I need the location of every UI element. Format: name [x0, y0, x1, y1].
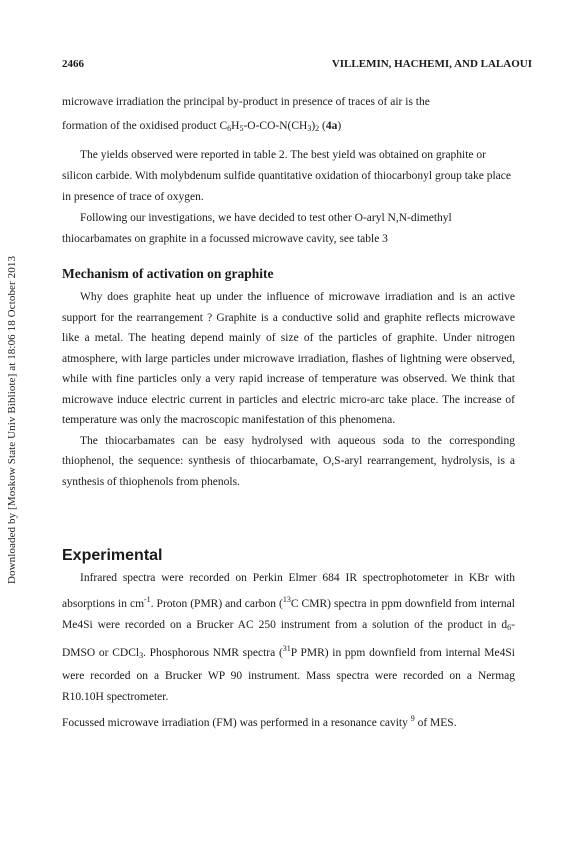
paragraph-instruments: Infrared spectra were recorded on Perkin Elmer 684 IR spectrophotometer in KBr with absorptions in $cm^{-1}$. Proton (PMR) and carbon ($^{13}$C CMR) spectra in ppm downfield from internal Me4Si were recorded on a Brucker AC 250 instrument from a solution of the product in $d_6$-DMSO or CDCl$_3$. Phosphorous NMR spectra ($^{31}$P PMR) in ppm downfield from internal Me4Si were recorded on a Brucker WP 90 instrument. Mass spectra were recorded on a Nermag R10.10H spectrometer. [62, 572, 515, 703]
section-heading-experimental: Experimental [62, 547, 163, 564]
paragraph-yields: The yields observed were reported in table 2. The best yield was obtained on graphite or silicon carbide. With molybdenum sulfide quantitative oxidation of thiocarbonyl group take place in presence of trace of oxygen. [62, 149, 511, 203]
intro-block [62, 90, 515, 141]
download-watermark [4, 230, 20, 610]
section-heading-mechanism: Mechanism of activation on graphite [62, 266, 274, 281]
yields-block [62, 145, 515, 250]
page-number: 2466 [62, 58, 84, 70]
paragraph-mechanism-1: Why does graphite heat up under the influence of microwave irradiation and is an active support for the rearrangement ? Graphite is a conductive solid and graphite reflects microwave like a metal. The heating depend mainly of size of the particles of graphite. Under nitrogen atmosphere, with large particles under microwave irradiation, flashes of lightning were observed, while with fine particles only a very rapid increase of temperature was observed. We think that microwave induce electric current in particles and electric micro-arc take place. The increase of temperature was only the macroscopic manifestation of this phenomena. [62, 291, 515, 426]
intro-line-2: formation of the oxidised product $C_6H_5-O-CO-N(CH_3)_2$ (4a) [62, 120, 342, 133]
paragraph-focussed-microwave: Focussed microwave irradiation (FM) was performed in a resonance cavity $^9$ of MES. [62, 714, 457, 729]
intro-line-1: microwave irradiation the principal by-product in presence of traces of air is the [62, 96, 430, 108]
running-title: VILLEMIN, HACHEMI, AND LALAOUI [331, 58, 532, 70]
watermark-text: Downloaded by [Moskow State Univ Bibliote] at 18:06 18 October 2013 [6, 255, 18, 585]
mechanism-block [62, 287, 515, 492]
experimental-block [62, 568, 515, 734]
paragraph-following: Following our investigations, we have decided to test other O-aryl N,N-dimethyl thiocarbamates on graphite in a focussed microwave cavity, see table 3 [62, 212, 452, 245]
paragraph-mechanism-2: The thiocarbamates can be easy hydrolysed with aqueous soda to the corresponding thiophenol, the sequence: synthesis of thiocarbamate, O,S-aryl rearrangement, hydrolysis, is a synthesis of thiophenols from phenols. [62, 434, 515, 488]
